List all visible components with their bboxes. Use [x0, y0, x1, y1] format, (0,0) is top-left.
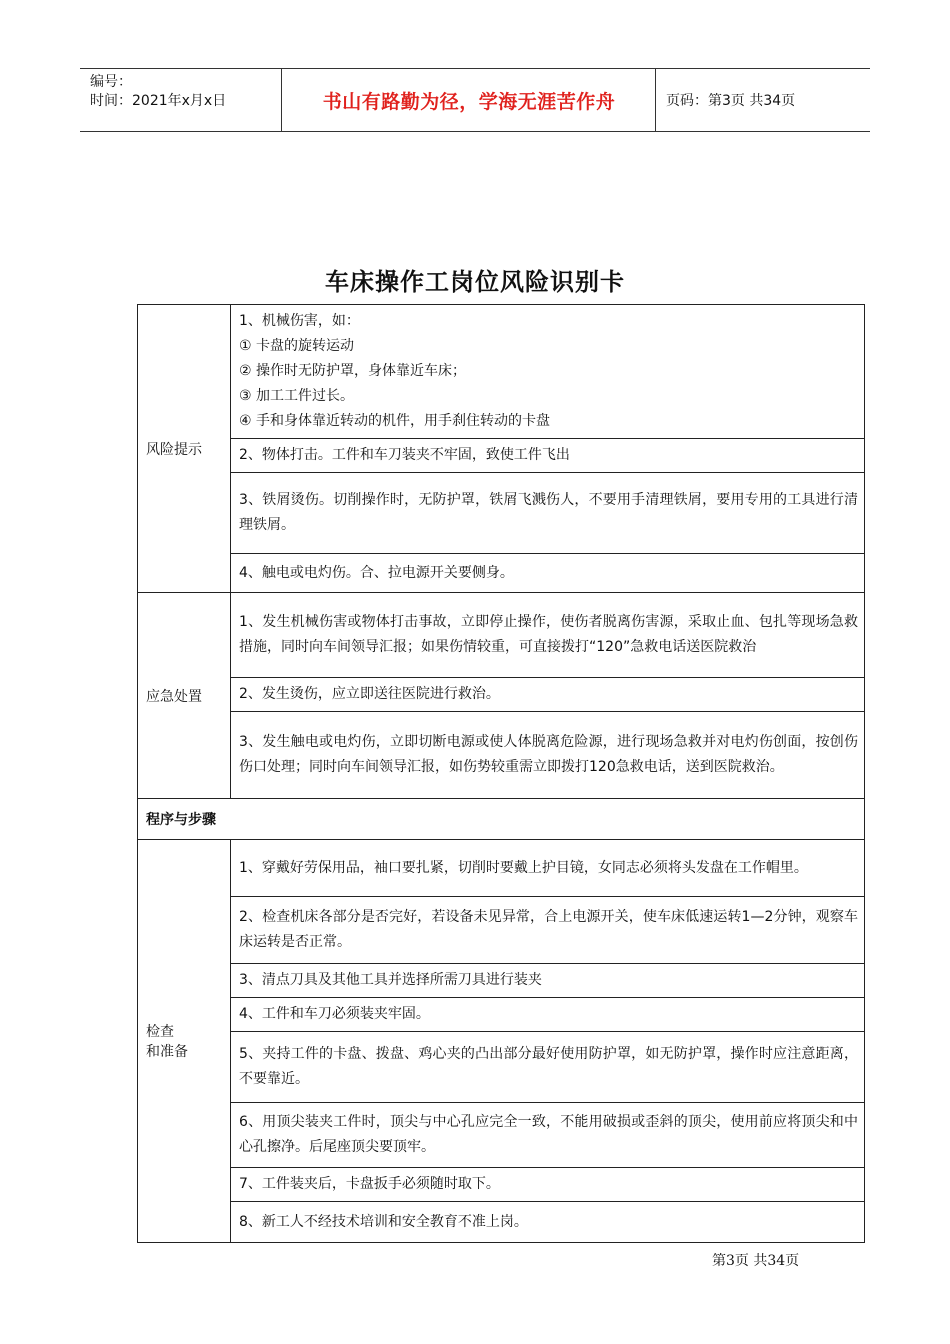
code-label: 编号：: [90, 74, 132, 90]
check-item: 1、穿戴好劳保用品，袖口要扎紧，切削时要戴上护目镜，女同志必须将头发盘在工作帽里。: [231, 840, 865, 897]
header-divider: [655, 69, 656, 131]
risk-line: ④ 手和身体靠近转动的机件，用手刹住转动的卡盘: [239, 413, 550, 429]
table-row: [138, 439, 865, 473]
category-check-line: 和准备: [146, 1044, 188, 1060]
risk-line: ③ 加工工件过长。: [239, 388, 355, 404]
page-footer: 第3页 共34页: [712, 1253, 800, 1269]
category-emergency: 应急处置: [138, 593, 231, 799]
header-motto: 书山有路勤为径，学海无涯苦作舟: [322, 90, 616, 113]
risk-item: [231, 554, 865, 593]
table-row: [138, 1202, 865, 1243]
risk-line: 1、机械伤害，如：: [239, 313, 360, 329]
table-row: [138, 678, 865, 712]
header-meta: [90, 73, 226, 111]
check-item: 6、用顶尖装夹工件时，顶尖与中心孔应完全一致，不能用破损或歪斜的顶尖，使用前应将顶尖和中心孔擦净。后尾座顶尖要顶牢。: [231, 1103, 865, 1168]
table-row: [138, 1168, 865, 1202]
check-item: 5、夹持工件的卡盘、拨盘、鸡心夹的凸出部分最好使用防护罩，如无防护罩，操作时应注意距离，不要靠近。: [231, 1032, 865, 1103]
table-row: [138, 799, 865, 840]
section-heading-procedure: 程序与步骤: [138, 799, 865, 840]
table-row: [138, 998, 865, 1032]
risk-line: ① 卡盘的旋转运动: [239, 338, 355, 354]
time-line: 时间：2021年x月x日: [90, 93, 227, 109]
risk-item: [231, 473, 865, 554]
risk-line: 3、铁屑烫伤。切削操作时，无防护罩，铁屑飞溅伤人，不要用手清理铁屑，要用专用的工具进行清理铁屑。: [239, 492, 858, 533]
emergency-item: 2、发生烫伤，应立即送往医院进行救治。: [231, 678, 865, 712]
check-item: 2、检查机床各部分是否完好，若设备未见异常，合上电源开关，使车床低速运转1—2分钟，观察车床运转是否正常。: [231, 897, 865, 964]
check-item: 7、工件装夹后，卡盘扳手必须随时取下。: [231, 1168, 865, 1202]
check-item: 8、新工人不经技术培训和安全教育不准上岗。: [231, 1202, 865, 1243]
table-row: [138, 593, 865, 678]
page-header: [80, 68, 870, 132]
risk-item: [231, 439, 865, 473]
table-row: [138, 897, 865, 964]
table-row: [138, 1103, 865, 1168]
table-row: [138, 554, 865, 593]
page-title: 车床操作工岗位风险识别卡: [325, 268, 625, 296]
category-risk: 风险提示: [138, 305, 231, 593]
risk-item: [231, 305, 865, 439]
check-item: 3、清点刀具及其他工具并选择所需刀具进行装夹: [231, 964, 865, 998]
table-row: [138, 840, 865, 897]
table-row: [138, 473, 865, 554]
risk-line: 4、触电或电灼伤。合、拉电源开关要侧身。: [239, 564, 514, 581]
category-check: [138, 840, 231, 1243]
category-check-line: 检查: [146, 1024, 174, 1040]
table-row: [138, 712, 865, 799]
risk-card-table: [137, 304, 865, 1243]
emergency-item: 3、发生触电或电灼伤，立即切断电源或使人体脱离危险源，进行现场急救并对电灼伤创面，按创伤伤口处理；同时向车间领导汇报，如伤势较重需立即拨打120急救电话，送到医院救治。: [231, 712, 865, 799]
header-page-info: 页码：第3页 共34页: [666, 93, 796, 109]
table-row: [138, 305, 865, 439]
table-row: [138, 1032, 865, 1103]
risk-line: 2、物体打击。工件和车刀装夹不牢固，致使工件飞出: [239, 447, 570, 463]
emergency-item: 1、发生机械伤害或物体打击事故，立即停止操作，使伤者脱离伤害源，采取止血、包扎等现场急救措施，同时向车间领导汇报；如果伤情较重，可直接拨打“120”急救电话送医院救治: [231, 593, 865, 678]
table-row: [138, 964, 865, 998]
check-item: 4、工件和车刀必须装夹牢固。: [231, 998, 865, 1032]
risk-line: ② 操作时无防护罩，身体靠近车床；: [239, 363, 467, 379]
